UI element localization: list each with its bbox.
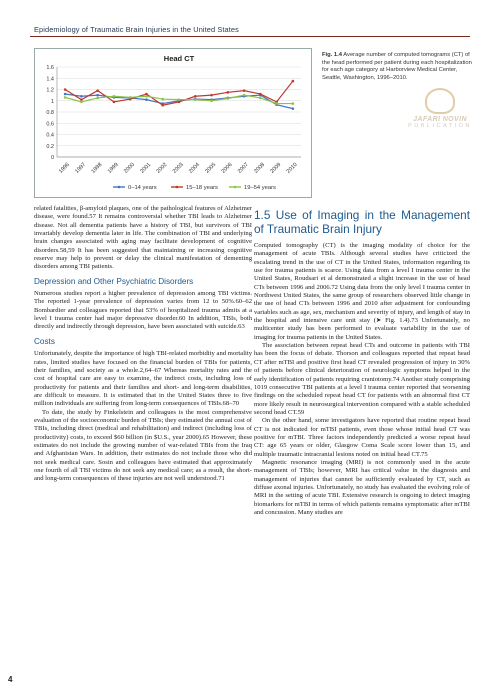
data-point — [194, 98, 197, 101]
subheading-costs: Costs — [34, 336, 55, 346]
data-point — [194, 95, 197, 98]
data-point — [292, 102, 295, 105]
data-point — [145, 95, 148, 98]
y-tick-label: 1.2 — [46, 87, 54, 94]
x-tick-label: 2007 — [236, 161, 250, 175]
head-ct-chart — [35, 49, 311, 197]
paragraph: Numerous studies report a higher prevalence of depression among TBI victims. The reported 1-year prevalence of depression varies from 12 to 50%.60–62 Bombardier and colleagues reported that 53% of hospitalized trauma admits at a level I trauma center had major depressive disorder.60 In addition, TBIs, both directly and indirectly through depression, have been associated with suicide.63 — [34, 290, 252, 331]
x-tick-label: 2004 — [188, 161, 202, 175]
x-tick-label: 2000 — [123, 161, 136, 175]
data-point — [259, 93, 262, 96]
y-tick-label: 0.4 — [46, 132, 54, 139]
x-tick-label: 2006 — [220, 161, 234, 175]
x-tick-label: 2005 — [204, 161, 218, 175]
y-tick-label: 1 — [50, 98, 54, 105]
header-rule — [30, 36, 470, 37]
paragraph: The association between repeat head CTs and outcome in patients with TBI has been the focus of debate. Thorson and colleagues reported that repeat head CT after mTBI and positive first head CT revealed progression of injury in 30% of patients before clinical deterioration of neurologic symptoms helped in the early identification of patients requiring craniotomy.74 Another study comprising 1019 consecutive TBI patients at a level I trauma center reported that worsening findings on the scheduled repeat head CT for patients with an abnormal first CT more likely result in neurosurgical intervention compared with a stable scheduled second head CT.59 — [254, 342, 470, 416]
page-header — [0, 0, 500, 40]
x-tick-label: 2008 — [253, 161, 267, 175]
x-tick-label: 2001 — [139, 161, 153, 175]
data-point — [64, 93, 67, 96]
figure-caption — [322, 52, 472, 82]
chart-figure — [34, 48, 312, 198]
data-point — [129, 96, 132, 99]
legend-label: 0–14 years — [128, 185, 157, 191]
x-tick-label: 2003 — [171, 161, 185, 175]
data-point — [178, 98, 181, 101]
paragraph: related fatalities, β-amyloid plaques, one of the pathological features of Alzheimer disease, were found.57 It remains controversial whether TBI leads to Alzheimer disease. Not all dementia patients have a history of TBI, but survivors of TBI invariably develop dementia later in life. The combination of TBI and underlying brain changes associated with aging may facilitate development of cognitive disorders.58,59 It has been suggested that maintaining or increasing cognitive reserve may help to prevent or delay the clinical manifestation of dementing disorders among TBI patients. — [34, 205, 252, 271]
x-tick-label: 2010 — [285, 161, 299, 175]
data-point — [64, 88, 67, 91]
x-tick-label: 1997 — [74, 161, 88, 175]
y-tick-label: 0.8 — [46, 110, 54, 116]
data-point — [96, 94, 99, 97]
x-tick-label: 1996 — [57, 161, 71, 175]
legend-marker — [176, 186, 179, 189]
page-number: 4 — [8, 675, 13, 684]
data-point — [64, 96, 67, 99]
publisher-watermark — [398, 88, 482, 129]
y-tick-label: 1.6 — [46, 65, 54, 71]
data-point — [80, 98, 83, 101]
paragraph: Unfortunately, despite the importance of high TBI-related morbidity and mortality rates, limited studies have focused on the financial burden of TBIs for patients, their families, and society as a whole.2,64–67 Whereas mortality rates and the cost of hospital care are easy to examine, the indirect costs, including loss of productivity for patients and their families and short- and long-term disabilities, are difficult to measure. It is estimated that in the United States three to five million individuals are suffering from long-term consequences of TBIs.68–70 — [34, 350, 252, 408]
data-point — [80, 95, 83, 98]
watermark-line2: PUBLICATION — [408, 123, 472, 129]
data-point — [243, 94, 246, 97]
data-point — [145, 98, 148, 101]
y-tick-label: 0.6 — [46, 121, 54, 128]
caption-text: Average number of computed tomograms (CT) of the head performed per patient during each hospitalization for each age category at Harborview Medical Center, Seattle, Washington, 1996–2010. — [322, 52, 472, 81]
legend-label: 15–18 years — [186, 185, 218, 191]
data-point — [178, 101, 181, 104]
y-tick-label: 0 — [50, 155, 54, 161]
data-point — [161, 104, 164, 107]
section-heading: 1.5 Use of Imaging in the Management of Traumatic Brain Injury — [254, 208, 470, 236]
y-tick-label: 1.4 — [46, 76, 54, 83]
chart-title: Head CT — [163, 54, 195, 63]
data-point — [243, 89, 246, 92]
paragraph: On the other hand, some investigators have reported that routine repeat head CT is not indicated for mTBI patients, even those whose initial head CT was positive for mTBI. Three factors independently predicted a worse repeat head CT: age 65 years or older, Glasgow Coma Scale score lower than 15, and multiple traumatic intracranial lesions noted on initial head CT.75 — [254, 417, 470, 458]
watermark-line1: JAFARI NOVIN — [413, 116, 467, 123]
data-point — [227, 91, 230, 94]
paragraph: Magnetic resonance imaging (MRI) is not commonly used in the acute management of TBIs; however, MRI has critical value in the diagnosis and management of injuries that cannot be sufficiently evaluated by CT, such as diffuse axonal injuries. Unfortunately, no study has evaluated the evolving role of MRI in the setting of acute TBI. Extensive research is ongoing to detect imaging biomarkers for mTBI in terms of which patients remains symptomatic after mTBI and concussion. Many studies are — [254, 458, 470, 516]
data-point — [292, 107, 295, 110]
legend-marker — [118, 186, 121, 189]
paragraph: To date, the study by Finkelstein and colleagues is the most comprehensive evaluation of the socioeconomic burden of TBIs; they estimated the annual cost of TBIs, including direct (medical and rehabilitation) and indirect (including loss of productivity) costs, to exceed $60 billion (in $U.S., year 2000).65 However, these estimates do not include the growing number of war-related TBIs from the Iraq and Afghanistan Wars. In addition, their estimates do not include those who did not seek medical care. Sosin and colleagues have estimated that approximately one fourth of all TBI victims do not seek any medical care; as a result, the short- and long-term consequences of these injuries are not well understood.71 — [34, 408, 252, 483]
data-point — [275, 102, 278, 105]
data-point — [227, 97, 230, 100]
data-point — [210, 94, 213, 97]
publisher-logo-icon — [425, 88, 455, 114]
data-point — [292, 80, 295, 83]
y-tick-label: 0.2 — [46, 143, 54, 150]
paragraph: Computed tomography (CT) is the imaging modality of choice for the management of acute TBIs. Although several studies have criticized the escalating trend in the use of CT in the United States, information regarding its use for trauma patients is scarce. Using data from a level I trauma center in the United States, Roudsari et al demonstrated a slight increase in the use of head CTs between 1996 and 2006.72 Using data from the only level I trauma center in Northwest United States, the same group of researchers observed little change in the use of head CTs between 1996 and 2010 after adjustment for confounding variables such as age, sex, mechanism and severity of injury, and length of stay in the hospital and intensive care unit stay (➤ Fig. 1.4).73 Unfortunately, no multicenter study has been performed to evaluate variability in the use of imaging for trauma patients in the United States. — [254, 242, 470, 341]
data-point — [96, 97, 99, 100]
data-point — [113, 95, 116, 98]
right-column — [254, 205, 470, 517]
data-point — [80, 101, 83, 104]
data-point — [96, 89, 99, 92]
x-tick-label: 1999 — [106, 161, 120, 175]
running-head: Epidemiology of Traumatic Brain Injuries in the United States — [34, 25, 239, 34]
data-point — [161, 98, 164, 101]
x-tick-label: 2009 — [269, 161, 283, 175]
legend-label: 19–54 years — [244, 185, 276, 191]
caption-label: Fig. 1.4 — [322, 52, 342, 58]
left-column — [34, 205, 252, 484]
x-tick-label: 2002 — [155, 161, 169, 175]
legend-marker — [234, 186, 237, 189]
data-point — [259, 97, 262, 100]
subheading-depression: Depression and Other Psychiatric Disorders — [34, 276, 194, 286]
data-point — [210, 99, 213, 102]
data-point — [145, 93, 148, 96]
x-tick-label: 1998 — [90, 161, 104, 175]
data-point — [113, 101, 116, 104]
